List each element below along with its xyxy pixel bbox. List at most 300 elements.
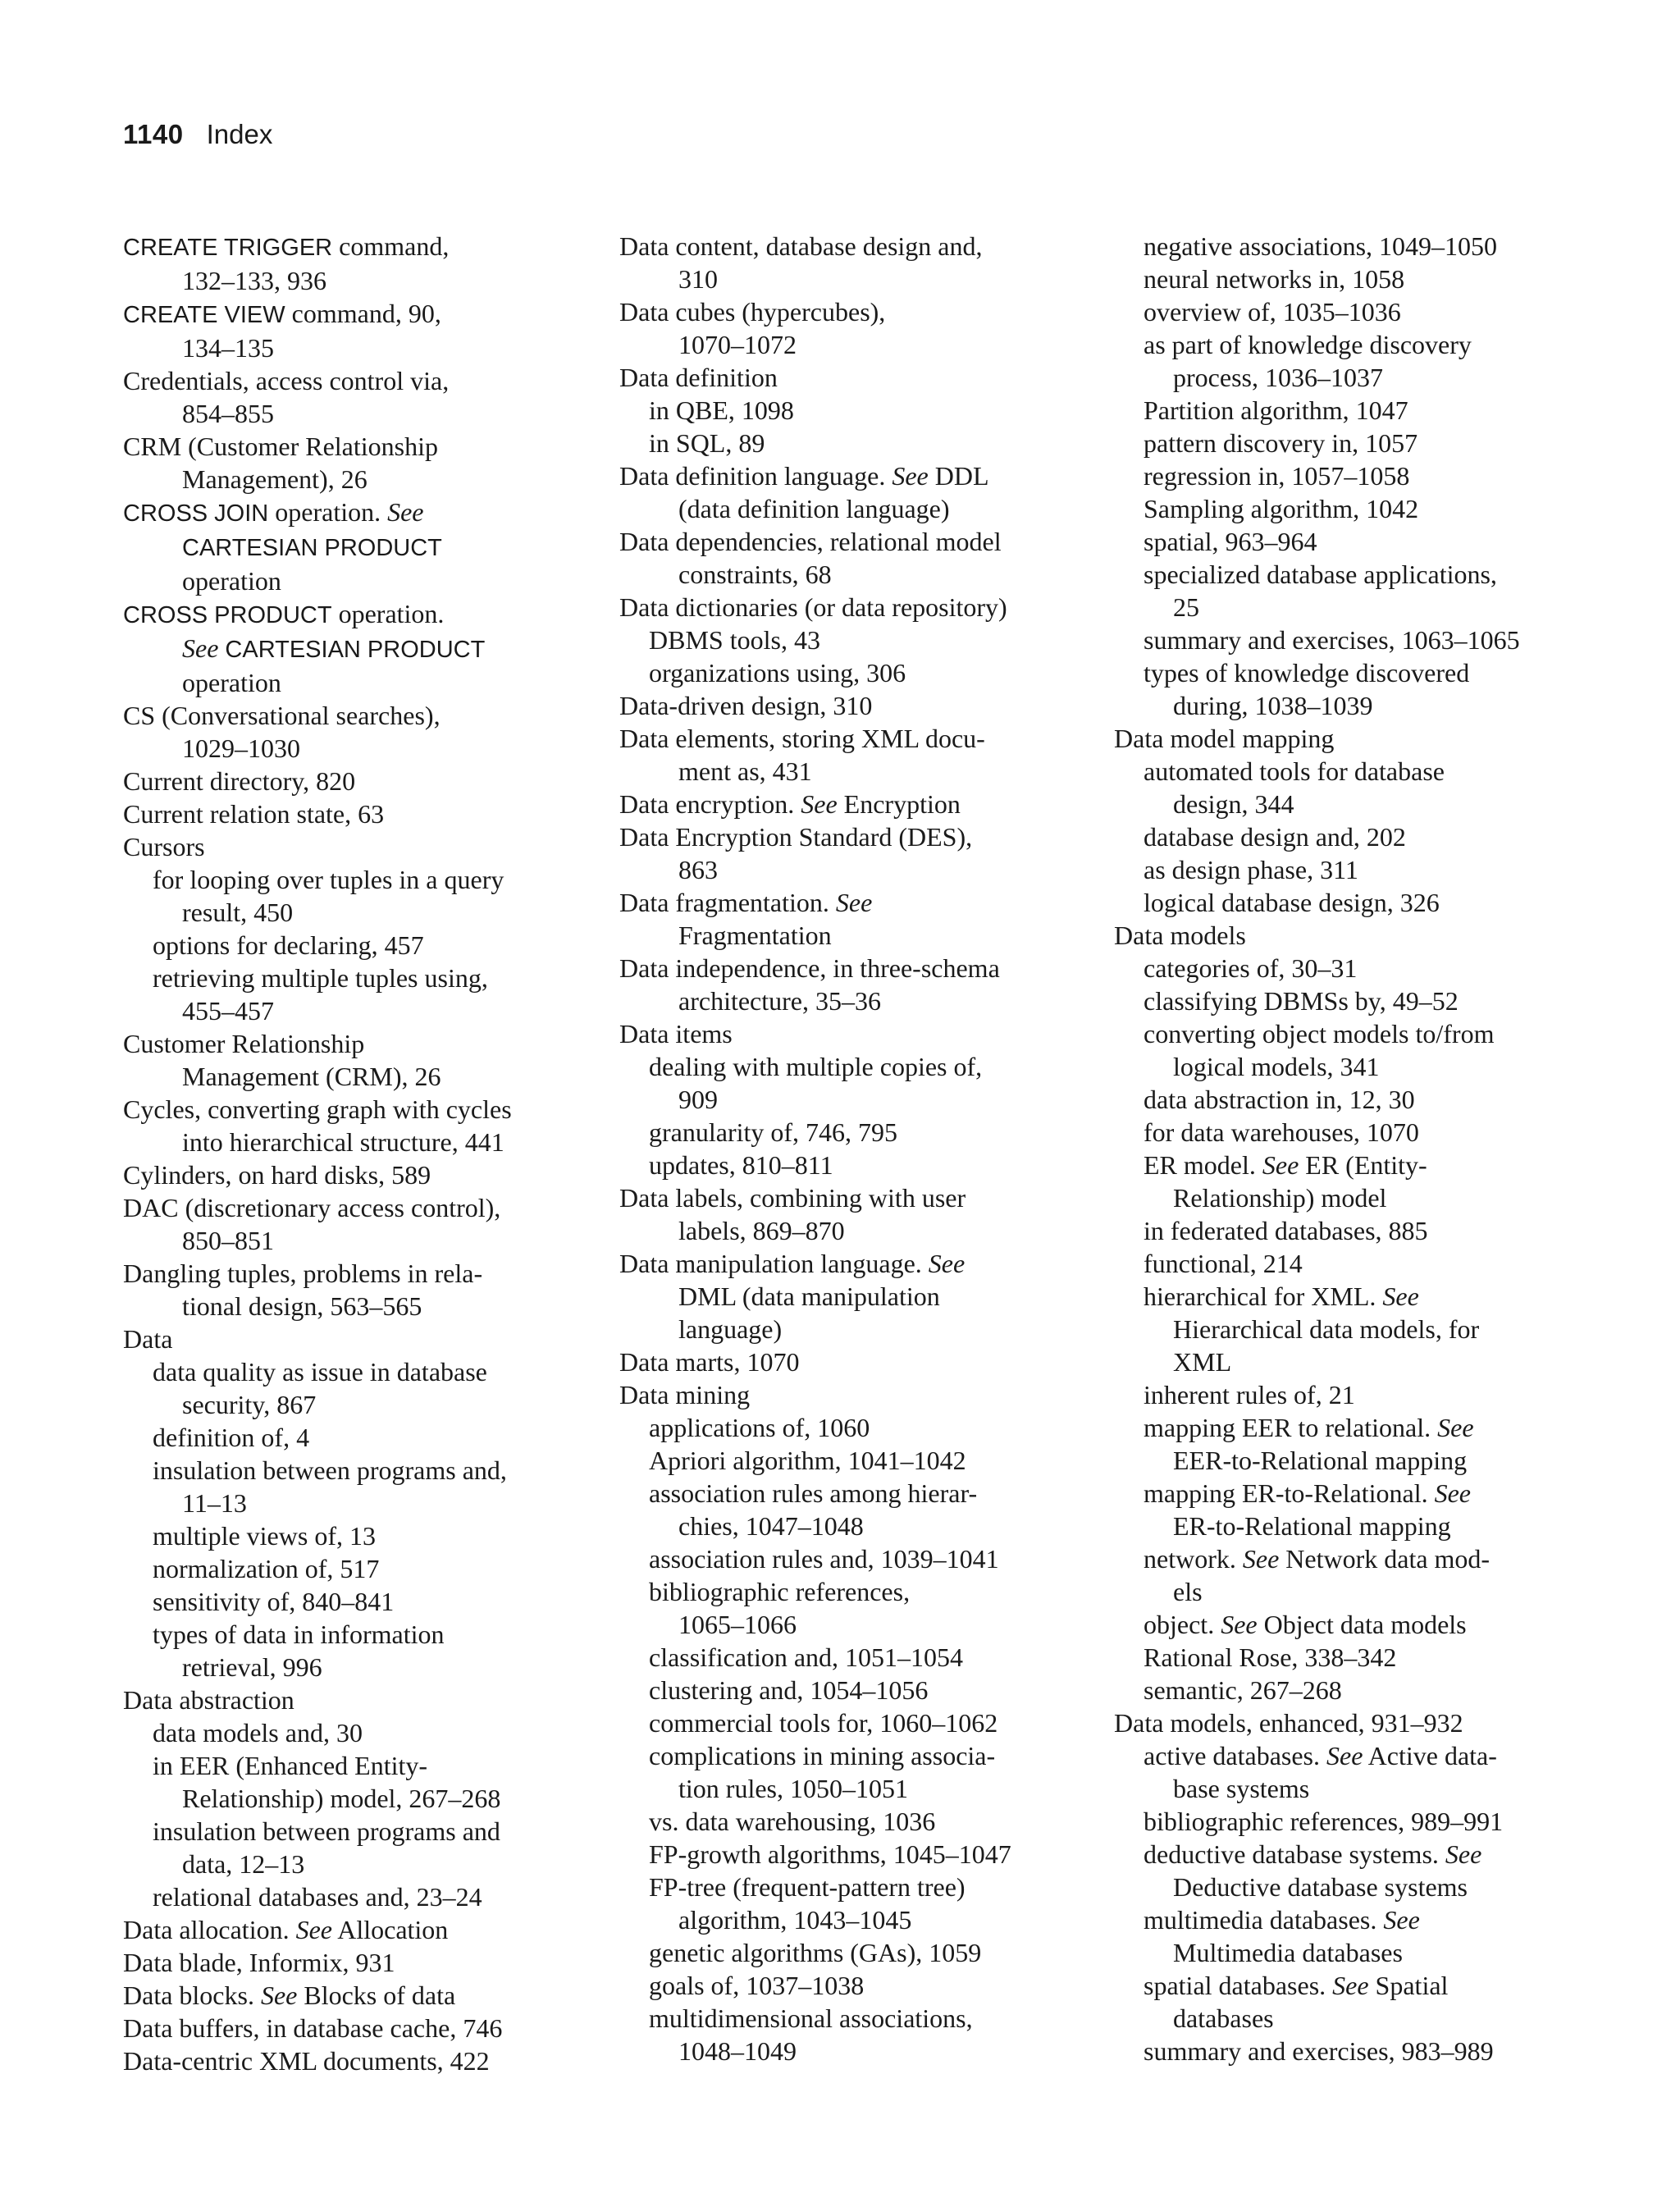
- see-reference: See: [1445, 1839, 1482, 1869]
- entry-continuation-line: [1114, 2002, 1573, 2035]
- entry-line: [619, 1936, 1079, 1969]
- index-subentry: [1114, 1017, 1573, 1083]
- entry-text: chies, 1047–1048: [678, 1511, 864, 1541]
- entry-text: Rational Rose, 338–342: [1144, 1642, 1397, 1672]
- entry-text: association rules and, 1039–1041: [649, 1544, 999, 1574]
- index-subentry: [123, 1519, 582, 1552]
- entry-text: language): [678, 1314, 783, 1344]
- entry-text: mapping ER-to-Relational.: [1144, 1478, 1435, 1508]
- entry-text: sensitivity of, 840–841: [153, 1587, 395, 1616]
- entry-text: Data elements, storing XML docu-: [619, 724, 985, 753]
- entry-text: hierarchical for XML.: [1144, 1281, 1383, 1311]
- entry-text: Data: [123, 1324, 173, 1354]
- entry-continuation-line: [619, 1903, 1079, 1936]
- index-subentry: [1114, 952, 1573, 985]
- entry-continuation-line: [1114, 1444, 1573, 1477]
- entry-continuation-line: [619, 2035, 1079, 2067]
- entry-line: [123, 1027, 582, 1060]
- entry-text: overview of, 1035–1036: [1144, 297, 1401, 327]
- entry-continuation-line: [123, 1126, 582, 1158]
- index-entry: [123, 797, 582, 830]
- entry-continuation-line: [619, 985, 1079, 1017]
- index-subentry: [619, 1936, 1079, 1969]
- entry-line: [619, 1149, 1079, 1181]
- entry-text: retrieval, 996: [182, 1652, 322, 1682]
- index-entry: [619, 1247, 1079, 1345]
- index-entry: [619, 1378, 1079, 1411]
- index-entry: [123, 1323, 582, 1355]
- entry-text: bibliographic references, 989–991: [1144, 1807, 1504, 1836]
- index-subentry: [619, 656, 1079, 689]
- entry-line: [1114, 2035, 1573, 2067]
- index-subentry: [619, 1050, 1079, 1116]
- entry-text: for data warehouses, 1070: [1144, 1117, 1419, 1147]
- entry-continuation-line: [619, 558, 1079, 591]
- entry-line: [1114, 1641, 1573, 1674]
- entry-continuation-line: [619, 1510, 1079, 1542]
- entry-text: XML: [1173, 1347, 1232, 1377]
- keyword-text: CREATE VIEW: [123, 302, 285, 328]
- entry-text: EER-to-Relational mapping: [1173, 1446, 1468, 1475]
- index-entry: [123, 830, 582, 863]
- entry-continuation-line: [123, 632, 582, 666]
- entry-text: complications in mining associa-: [649, 1741, 996, 1770]
- index-entry: [1114, 919, 1573, 952]
- entry-line: [123, 297, 582, 331]
- index-column-3: [1114, 230, 1573, 2067]
- index-entry: [123, 1683, 582, 1716]
- index-subentry: [123, 1716, 582, 1749]
- entry-line: [619, 1247, 1079, 1280]
- entry-text: 854–855: [182, 399, 274, 428]
- entry-text: multidimensional associations,: [649, 2003, 973, 2033]
- index-subentry: [619, 1969, 1079, 2002]
- entry-text: tional design, 563–565: [182, 1291, 422, 1321]
- entry-text: definition of, 4: [153, 1423, 310, 1452]
- entry-text: object.: [1144, 1610, 1221, 1639]
- see-reference: See: [1434, 1478, 1471, 1508]
- entry-continuation-line: [123, 564, 582, 597]
- index-subentry: [619, 1149, 1079, 1181]
- index-subentry: [1114, 394, 1573, 427]
- index-subentry: [123, 1880, 582, 1913]
- entry-text: command,: [332, 231, 450, 261]
- entry-text: DML (data manipulation: [678, 1281, 940, 1311]
- entry-text: DBMS tools, 43: [649, 625, 820, 655]
- entry-continuation-line: [123, 1060, 582, 1093]
- index-subentry: [1114, 985, 1573, 1017]
- index-entry: [123, 1027, 582, 1093]
- index-subentry: [1114, 755, 1573, 820]
- entry-text: types of knowledge discovered: [1144, 658, 1470, 688]
- entry-continuation-line: [123, 1487, 582, 1519]
- entry-text: tion rules, 1050–1051: [678, 1774, 908, 1803]
- entry-text: CRM (Customer Relationship: [123, 432, 438, 461]
- index-subentry: [1114, 1247, 1573, 1280]
- index-entry: [123, 364, 582, 430]
- index-entry: [123, 1946, 582, 1979]
- entry-line: [619, 1805, 1079, 1838]
- index-entry: [619, 1017, 1079, 1050]
- keyword-text: CARTESIAN PRODUCT: [225, 637, 486, 663]
- index-subentry: [619, 1838, 1079, 1871]
- entry-text: Apriori algorithm, 1041–1042: [649, 1446, 966, 1475]
- index-subentry: [619, 2002, 1079, 2067]
- index-subentry: [123, 962, 582, 1027]
- entry-text: Encryption: [837, 789, 961, 819]
- entry-text: regression in, 1057–1058: [1144, 461, 1410, 491]
- see-reference: See: [1382, 1281, 1419, 1311]
- entry-line: [619, 1181, 1079, 1214]
- entry-text: databases: [1173, 2003, 1274, 2033]
- entry-line: [619, 1378, 1079, 1411]
- entry-line: [619, 2002, 1079, 2035]
- entry-continuation-line: [1114, 361, 1573, 394]
- entry-text: multimedia databases.: [1144, 1905, 1384, 1935]
- entry-text: Data models, enhanced, 931–932: [1114, 1708, 1463, 1738]
- see-reference: See: [1242, 1544, 1280, 1574]
- entry-text: summary and exercises, 983–989: [1144, 2036, 1494, 2066]
- index-subentry: [619, 1575, 1079, 1641]
- entry-text: Data dependencies, relational model: [619, 527, 1002, 556]
- entry-continuation-line: [1114, 1050, 1573, 1083]
- entry-text: genetic algorithms (GAs), 1059: [649, 1938, 982, 1967]
- entry-line: [1114, 263, 1573, 295]
- entry-text: mapping EER to relational.: [1144, 1413, 1438, 1442]
- entry-text: updates, 810–811: [649, 1150, 833, 1180]
- index-entry: [619, 295, 1079, 361]
- entry-text: in SQL, 89: [649, 428, 765, 458]
- entry-text: 132–133, 936: [182, 266, 326, 295]
- entry-continuation-line: [123, 331, 582, 364]
- entry-continuation-line: [619, 1214, 1079, 1247]
- entry-line: [619, 1444, 1079, 1477]
- entry-text: Data Encryption Standard (DES),: [619, 822, 973, 852]
- entry-line: [619, 1116, 1079, 1149]
- entry-text: Cylinders, on hard disks, 589: [123, 1160, 431, 1190]
- entry-line: [619, 361, 1079, 394]
- entry-text: Cycles, converting graph with cycles: [123, 1094, 512, 1124]
- entry-line: [123, 1913, 582, 1946]
- entry-text: pattern discovery in, 1057: [1144, 428, 1418, 458]
- index-subentry: [123, 929, 582, 962]
- index-entry: [123, 230, 582, 297]
- entry-line: [123, 1749, 582, 1782]
- entry-text: architecture, 35–36: [678, 986, 881, 1016]
- entry-text: algorithm, 1043–1045: [678, 1905, 912, 1935]
- entry-text: data, 12–13: [182, 1849, 305, 1879]
- entry-line: [1114, 722, 1573, 755]
- keyword-text: CROSS PRODUCT: [123, 602, 332, 628]
- entry-line: [123, 699, 582, 732]
- index-subentry: [1114, 1739, 1573, 1805]
- index-subentry: [123, 1552, 582, 1585]
- entry-continuation-line: [123, 264, 582, 297]
- index-subentry: [123, 1618, 582, 1683]
- entry-text: data abstraction in, 12, 30: [1144, 1085, 1415, 1114]
- entry-text: DAC (discretionary access control),: [123, 1193, 501, 1222]
- entry-continuation-line: [123, 1651, 582, 1683]
- entry-text: operation.: [268, 497, 388, 527]
- index-subentry: [1114, 427, 1573, 459]
- index-subentry: [1114, 820, 1573, 853]
- entry-text: spatial, 963–964: [1144, 527, 1317, 556]
- keyword-text: CREATE TRIGGER: [123, 235, 333, 261]
- index-subentry: [123, 1749, 582, 1815]
- index-subentry: [1114, 886, 1573, 919]
- keyword-text: CARTESIAN PRODUCT: [182, 535, 442, 561]
- entry-text: operation: [182, 668, 281, 697]
- index-subentry: [123, 1454, 582, 1519]
- entry-continuation-line: [123, 1782, 582, 1815]
- entry-line: [619, 1345, 1079, 1378]
- index-entry: [123, 1257, 582, 1323]
- entry-text: 25: [1173, 592, 1199, 622]
- entry-line: [123, 1421, 582, 1454]
- entry-line: [123, 797, 582, 830]
- entry-continuation-line: [123, 1290, 582, 1323]
- entry-text: dealing with multiple copies of,: [649, 1052, 983, 1081]
- entry-text: 1029–1030: [182, 733, 300, 763]
- entry-line: [123, 1880, 582, 1913]
- entry-line: [123, 1552, 582, 1585]
- entry-text: logical models, 341: [1173, 1052, 1380, 1081]
- entry-text: Data independence, in three-schema: [619, 953, 1000, 983]
- entry-text: Data content, database design and,: [619, 231, 983, 261]
- entry-line: [123, 1257, 582, 1290]
- entry-continuation-line: [619, 492, 1079, 525]
- entry-text: organizations using, 306: [649, 658, 906, 688]
- entry-line: [123, 364, 582, 397]
- entry-line: [619, 624, 1079, 656]
- index-entry: [123, 1913, 582, 1946]
- index-entry: [1114, 1706, 1573, 1739]
- entry-text: Data buffers, in database cache, 746: [123, 2013, 503, 2043]
- index-subentry: [619, 394, 1079, 427]
- entry-line: [619, 394, 1079, 427]
- see-reference: See: [1326, 1741, 1363, 1770]
- entry-text: granularity of, 746, 795: [649, 1117, 898, 1147]
- index-subentry: [1114, 1149, 1573, 1214]
- see-reference: See: [260, 1980, 298, 2010]
- entry-line: [1114, 1017, 1573, 1050]
- index-entry: [619, 788, 1079, 820]
- entry-text: Spatial: [1368, 1971, 1449, 2000]
- entry-line: [123, 597, 582, 632]
- entry-text: semantic, 267–268: [1144, 1675, 1342, 1705]
- index-entry: [123, 297, 582, 364]
- entry-line: [123, 830, 582, 863]
- index-subentry: [619, 427, 1079, 459]
- entry-line: [619, 1969, 1079, 2002]
- entry-text: Blocks of data: [297, 1980, 456, 2010]
- entry-text: as part of knowledge discovery: [1144, 330, 1472, 359]
- entry-text: process, 1036–1037: [1173, 363, 1383, 392]
- running-title: Index: [206, 119, 273, 149]
- entry-text: Dangling tuples, problems in rela-: [123, 1259, 483, 1288]
- index-subentry: [123, 1421, 582, 1454]
- index-subentry: [123, 1585, 582, 1618]
- index-entry: [123, 699, 582, 765]
- see-reference: See: [1383, 1905, 1420, 1935]
- see-reference: See: [1262, 1150, 1299, 1180]
- entry-text: goals of, 1037–1038: [649, 1971, 865, 2000]
- entry-line: [619, 1641, 1079, 1674]
- entry-line: [1114, 1149, 1573, 1181]
- entry-text: 134–135: [182, 333, 274, 363]
- index-subentry: [1114, 1280, 1573, 1378]
- index-subentry: [123, 1355, 582, 1421]
- index-subentry: [619, 1739, 1079, 1805]
- entry-continuation-line: [123, 463, 582, 496]
- entry-line: [619, 1050, 1079, 1083]
- entry-line: [1114, 1280, 1573, 1313]
- entry-line: [1114, 853, 1573, 886]
- entry-text: Data labels, combining with user: [619, 1183, 966, 1213]
- entry-line: [123, 1158, 582, 1191]
- entry-text: Data abstraction: [123, 1685, 294, 1715]
- index-column-2: [619, 230, 1079, 2067]
- index-subentry: [1114, 295, 1573, 328]
- index-entry: [123, 496, 582, 597]
- entry-line: [1114, 525, 1573, 558]
- entry-text: multiple views of, 13: [153, 1521, 376, 1551]
- entry-line: [1114, 656, 1573, 689]
- entry-continuation-line: [619, 755, 1079, 788]
- entry-continuation-line: [619, 919, 1079, 952]
- entry-text: automated tools for database: [1144, 756, 1445, 786]
- entry-line: [619, 722, 1079, 755]
- entry-text: Management (CRM), 26: [182, 1062, 441, 1091]
- entry-text: Multimedia databases: [1173, 1938, 1403, 1967]
- index-subentry: [1114, 558, 1573, 624]
- index-subentry: [1114, 853, 1573, 886]
- entry-text: security, 867: [182, 1390, 317, 1419]
- entry-line: [1114, 886, 1573, 919]
- index-subentry: [1114, 2035, 1573, 2067]
- entry-text: data models and, 30: [153, 1718, 363, 1747]
- entry-line: [123, 430, 582, 463]
- index-entry: [619, 591, 1079, 624]
- index-subentry: [619, 624, 1079, 656]
- entry-line: [619, 886, 1079, 919]
- index-subentry: [1114, 1083, 1573, 1116]
- entry-text: functional, 214: [1144, 1249, 1303, 1278]
- entry-text: Data mining: [619, 1380, 751, 1409]
- entry-continuation-line: [123, 896, 582, 929]
- see-reference: See: [387, 497, 424, 527]
- index-entry: [619, 820, 1079, 886]
- entry-line: [1114, 1247, 1573, 1280]
- entry-text: data quality as issue in database: [153, 1357, 487, 1387]
- entry-line: [123, 1093, 582, 1126]
- index-entry: [123, 2012, 582, 2044]
- entry-text: as design phase, 311: [1144, 855, 1358, 884]
- entry-line: [1114, 1083, 1573, 1116]
- entry-text: Data models: [1114, 921, 1246, 950]
- entry-line: [619, 1739, 1079, 1772]
- entry-line: [1114, 1674, 1573, 1706]
- entry-line: [619, 1411, 1079, 1444]
- entry-continuation-line: [619, 1280, 1079, 1313]
- entry-text: design, 344: [1173, 789, 1294, 819]
- entry-line: [1114, 952, 1573, 985]
- entry-line: [1114, 1608, 1573, 1641]
- entry-text: spatial databases.: [1144, 1971, 1333, 2000]
- entry-line: [123, 929, 582, 962]
- index-subentry: [1114, 1477, 1573, 1542]
- entry-text: logical database design, 326: [1144, 888, 1440, 917]
- entry-line: [619, 1871, 1079, 1903]
- entry-line: [1114, 1838, 1573, 1871]
- entry-text: FP-tree (frequent-pattern tree): [649, 1872, 966, 1902]
- entry-text: Relationship) model: [1173, 1183, 1387, 1213]
- index-subentry: [1114, 1674, 1573, 1706]
- entry-text: Data marts, 1070: [619, 1347, 800, 1377]
- entry-line: [1114, 1116, 1573, 1149]
- entry-text: Data definition: [619, 363, 778, 392]
- entry-text: Data-centric XML documents, 422: [123, 2046, 490, 2076]
- entry-text: normalization of, 517: [153, 1554, 380, 1583]
- see-reference: See: [835, 888, 873, 917]
- entry-text: 310: [678, 264, 718, 294]
- entry-text: Current relation state, 63: [123, 799, 385, 829]
- entry-continuation-line: [619, 328, 1079, 361]
- index-entry: [123, 2044, 582, 2077]
- entry-line: [123, 1683, 582, 1716]
- index-subentry: [619, 1411, 1079, 1444]
- entry-text: in federated databases, 885: [1144, 1216, 1428, 1245]
- index-subentry: [619, 1871, 1079, 1936]
- index-subentry: [1114, 1969, 1573, 2035]
- entry-continuation-line: [123, 732, 582, 765]
- entry-text: operation: [182, 566, 281, 596]
- entry-text: Hierarchical data models, for: [1173, 1314, 1480, 1344]
- entry-line: [123, 1979, 582, 2012]
- entry-line: [123, 962, 582, 994]
- entry-continuation-line: [1114, 1575, 1573, 1608]
- entry-text: Data definition language.: [619, 461, 892, 491]
- index-entry: [123, 1158, 582, 1191]
- index-subentry: [1114, 1116, 1573, 1149]
- entry-continuation-line: [1114, 1345, 1573, 1378]
- entry-line: [1114, 1805, 1573, 1838]
- see-reference: See: [1437, 1413, 1474, 1442]
- index-entry: [619, 1181, 1079, 1247]
- entry-text: insulation between programs and,: [153, 1455, 507, 1485]
- entry-line: [123, 1618, 582, 1651]
- entry-line: [123, 863, 582, 896]
- entry-line: [619, 1674, 1079, 1706]
- index-entry: [619, 525, 1079, 591]
- see-reference: See: [801, 789, 838, 819]
- entry-line: [619, 459, 1079, 492]
- index-entry: [123, 1191, 582, 1257]
- entry-text: into hierarchical structure, 441: [182, 1127, 504, 1157]
- entry-line: [1114, 1969, 1573, 2002]
- entry-text: DDL: [928, 461, 989, 491]
- entry-continuation-line: [123, 397, 582, 430]
- entry-line: [123, 496, 582, 530]
- entry-line: [619, 820, 1079, 853]
- entry-continuation-line: [123, 530, 582, 564]
- entry-line: [1114, 459, 1573, 492]
- entry-text: CS (Conversational searches),: [123, 701, 441, 730]
- entry-line: [123, 1454, 582, 1487]
- entry-line: [1114, 1739, 1573, 1772]
- index-entry: [619, 689, 1079, 722]
- index-subentry: [1114, 1805, 1573, 1838]
